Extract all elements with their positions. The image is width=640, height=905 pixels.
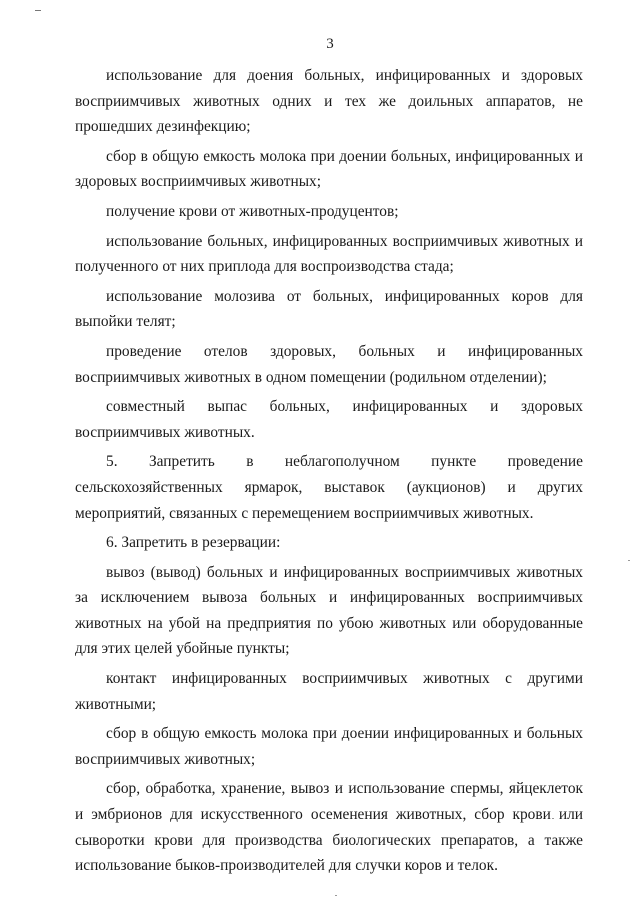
page-number: 3 [326, 36, 334, 52]
scan-speck [628, 560, 630, 561]
paragraph: сбор в общую емкость молока при доении инфицированных и больных восприимчивых животных; [75, 725, 583, 768]
paragraph: совместный выпас больных, инфицированных и здоровых восприимчивых животных. [75, 398, 583, 441]
paragraph: использование больных, инфицированных восприимчивых животных и полученного от них приплода для воспроизводства стада; [75, 232, 583, 276]
document-body [75, 63, 583, 879]
scan-mark [35, 10, 41, 11]
paragraph: 6. Запретить в резервации: [106, 534, 281, 552]
paragraph: вывоз (вывод) больных и инфицированных восприимчивых животных за исключением вывоза больных и инфицированных восприимчивых животных на убой на предприятия по убою животных или оборудованные для этих целей убойные пункты; [75, 563, 583, 658]
scan-speck [335, 895, 337, 896]
paragraph: сбор в общую емкость молока при доении больных, инфицированных и здоровых восприимчивых животных; [75, 147, 583, 191]
paragraph: использование для доения больных, инфицированных и здоровых восприимчивых животных одних и тех же доильных аппаратов, не прошедших дезинфекцию; [75, 67, 583, 136]
paragraph: сбор, обработка, хранение, вывоз и использование спермы, яйцеклеток и эмбрионов для искусственного осеменения животных, сбор крови или сыворотки крови для производства биологических препаратов, а также использование быков-производителей для случки коров и телок. [75, 780, 583, 875]
paragraph: проведение отелов здоровых, больных и инфицированных восприимчивых животных в одном помещении (родильном отделении); [75, 342, 583, 386]
paragraph: использование молозива от больных, инфицированных коров для выпойки телят; [75, 287, 583, 331]
paragraph: получение крови от животных-продуцентов; [106, 202, 399, 220]
paragraph: контакт инфицированных восприимчивых животных с другими животными; [75, 670, 583, 713]
paragraph: 5. Запретить в неблагополучном пункте проведение сельскохозяйственных ярмарок, выставок (аукционов) и других мероприятий, связанных с перемещением восприимчивых животных. [75, 453, 583, 522]
